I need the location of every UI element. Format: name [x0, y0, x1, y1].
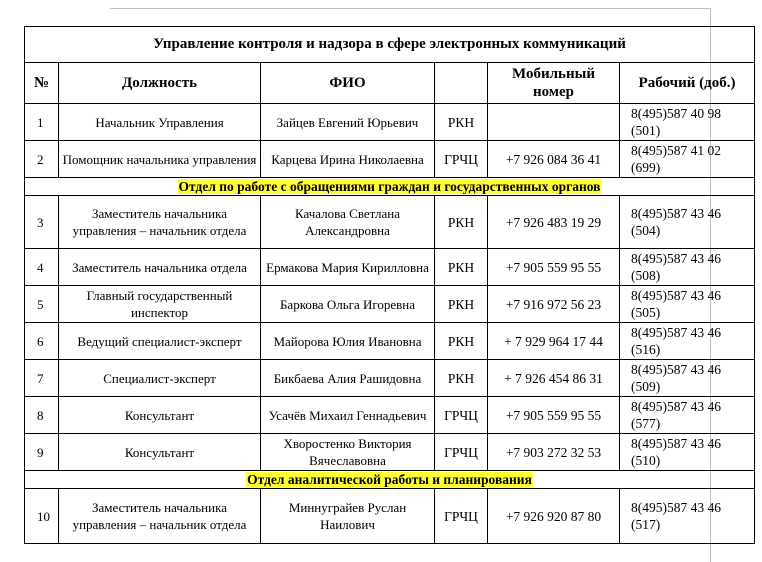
- table-row: [25, 196, 755, 249]
- cell-name: Карцева Ирина Николаевна: [261, 141, 435, 178]
- section-title: Отдел аналитической работы и планирования: [247, 471, 532, 487]
- table-row: [25, 249, 755, 286]
- cell-org: РКН: [435, 196, 488, 249]
- cell-position: Специалист-эксперт: [59, 360, 261, 397]
- cell-mobile: +7 905 559 95 55: [488, 249, 620, 286]
- header-position: Должность: [59, 63, 261, 104]
- table-row: [25, 434, 755, 471]
- cell-org: РКН: [435, 323, 488, 360]
- table-row: [25, 397, 755, 434]
- cell-work: 8(495)587 43 46 (508): [620, 249, 755, 286]
- table-row: [25, 141, 755, 178]
- cell-num: 3: [25, 196, 59, 249]
- title-row: [25, 27, 755, 63]
- table-row: [25, 323, 755, 360]
- cell-num: 8: [25, 397, 59, 434]
- cell-position: Заместитель начальника отдела: [59, 249, 261, 286]
- cell-org: ГРЧЦ: [435, 489, 488, 544]
- cell-num: 4: [25, 249, 59, 286]
- cell-num: 1: [25, 104, 59, 141]
- cell-work: 8(495)587 43 46 (504): [620, 196, 755, 249]
- cell-position: Помощник начальника управления: [59, 141, 261, 178]
- section-cell: [25, 471, 755, 489]
- cell-work: 8(495)587 40 98 (501): [620, 104, 755, 141]
- header-mobile: Мобильный номер: [488, 63, 620, 104]
- cell-position: Заместитель начальника управления – начальник отдела: [59, 489, 261, 544]
- page-margin-line-top: [110, 8, 710, 9]
- cell-mobile: +7 903 272 32 53: [488, 434, 620, 471]
- cell-org: РКН: [435, 249, 488, 286]
- cell-position: Ведущий специалист-эксперт: [59, 323, 261, 360]
- header-num: №: [25, 63, 59, 104]
- section-cell: [25, 178, 755, 196]
- cell-name: Качалова Светлана Александровна: [261, 196, 435, 249]
- cell-work: 8(495)587 43 46 (505): [620, 286, 755, 323]
- cell-org: РКН: [435, 104, 488, 141]
- header-work: Рабочий (доб.): [620, 63, 755, 104]
- cell-num: 10: [25, 489, 59, 544]
- cell-name: Ермакова Мария Кирилловна: [261, 249, 435, 286]
- cell-num: 5: [25, 286, 59, 323]
- cell-mobile: +7 926 084 36 41: [488, 141, 620, 178]
- cell-mobile: +7 905 559 95 55: [488, 397, 620, 434]
- table-row: [25, 286, 755, 323]
- cell-position: Главный государственный инспектор: [59, 286, 261, 323]
- cell-mobile: +7 926 920 87 80: [488, 489, 620, 544]
- cell-name: Зайцев Евгений Юрьевич: [261, 104, 435, 141]
- cell-mobile: [488, 104, 620, 141]
- cell-org: РКН: [435, 360, 488, 397]
- cell-position: Консультант: [59, 434, 261, 471]
- cell-work: 8(495)587 43 46 (516): [620, 323, 755, 360]
- table-row: [25, 104, 755, 141]
- cell-name: Усачёв Михаил Геннадьевич: [261, 397, 435, 434]
- cell-work: 8(495)587 43 46 (509): [620, 360, 755, 397]
- cell-org: ГРЧЦ: [435, 434, 488, 471]
- cell-position: Консультант: [59, 397, 261, 434]
- cell-org: ГРЧЦ: [435, 141, 488, 178]
- cell-work: 8(495)587 41 02 (699): [620, 141, 755, 178]
- cell-mobile: +7 926 483 19 29: [488, 196, 620, 249]
- cell-name: Хворостенко Виктория Вячеславовна: [261, 434, 435, 471]
- cell-name: Баркова Ольга Игоревна: [261, 286, 435, 323]
- cell-work: 8(495)587 43 46 (510): [620, 434, 755, 471]
- cell-name: Бикбаева Алия Рашидовна: [261, 360, 435, 397]
- table-row: [25, 489, 755, 544]
- cell-mobile: +7 916 972 56 23: [488, 286, 620, 323]
- table-title: Управление контроля и надзора в сфере электронных коммуникаций: [25, 27, 755, 63]
- header-name: ФИО: [261, 63, 435, 104]
- section-row: [25, 471, 755, 489]
- cell-position: Начальник Управления: [59, 104, 261, 141]
- cell-org: РКН: [435, 286, 488, 323]
- cell-num: 6: [25, 323, 59, 360]
- cell-num: 9: [25, 434, 59, 471]
- cell-mobile: + 7 926 454 86 31: [488, 360, 620, 397]
- cell-org: ГРЧЦ: [435, 397, 488, 434]
- cell-position: Заместитель начальника управления – начальник отдела: [59, 196, 261, 249]
- table-row: [25, 360, 755, 397]
- cell-name: Миннуграйев Руслан Наилович: [261, 489, 435, 544]
- section-title: Отдел по работе с обращениями граждан и государственных органов: [178, 178, 601, 194]
- cell-name: Майорова Юлия Ивановна: [261, 323, 435, 360]
- cell-mobile: + 7 929 964 17 44: [488, 323, 620, 360]
- cell-num: 2: [25, 141, 59, 178]
- header-org: [435, 63, 488, 104]
- cell-work: 8(495)587 43 46 (517): [620, 489, 755, 544]
- section-row: [25, 178, 755, 196]
- cell-work: 8(495)587 43 46 (577): [620, 397, 755, 434]
- contacts-table: [24, 26, 755, 544]
- cell-num: 7: [25, 360, 59, 397]
- header-row: [25, 63, 755, 104]
